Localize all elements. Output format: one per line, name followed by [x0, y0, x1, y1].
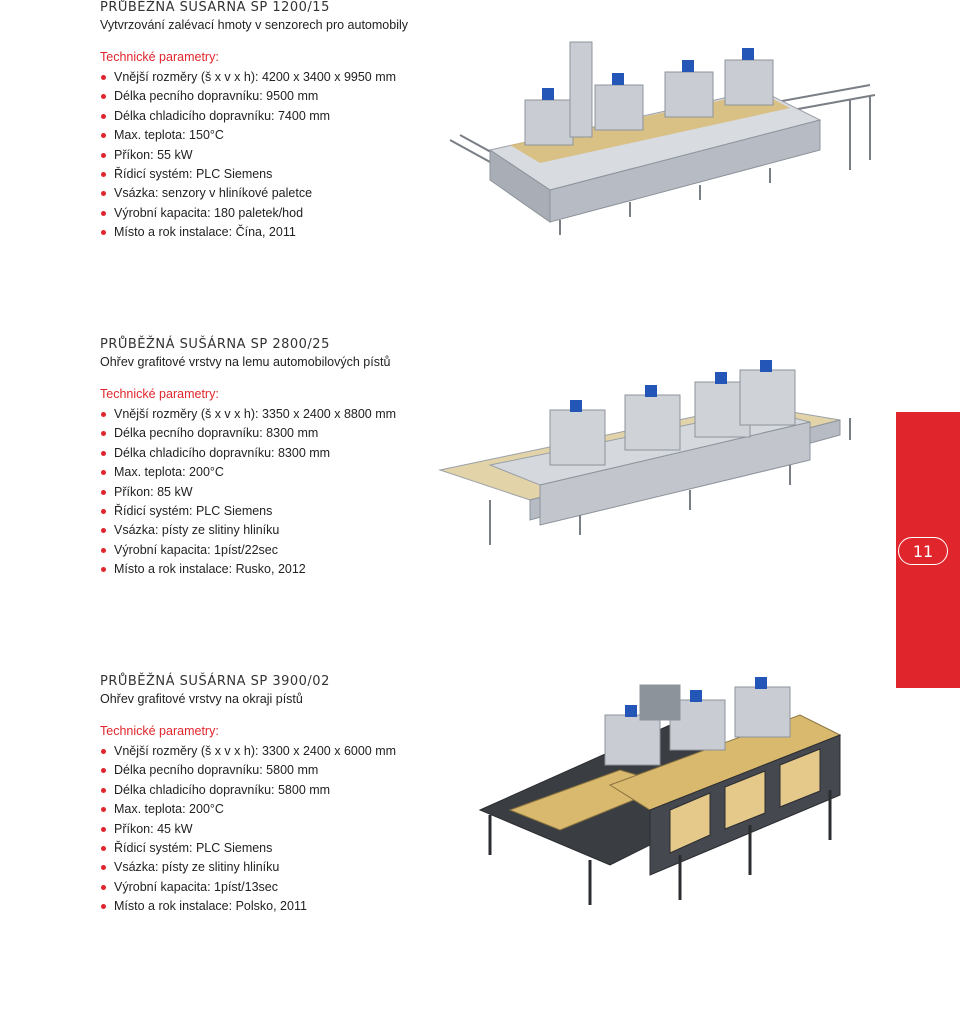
param-item: Vsázka: senzory v hliníkové paletce — [100, 184, 480, 203]
section-sp-3900-02 — [100, 674, 480, 917]
bullet-icon — [101, 807, 106, 812]
param-item: Délka chladicího dopravníku: 7400 mm — [100, 107, 480, 126]
param-item: Vsázka: písty ze slitiny hliníku — [100, 858, 480, 877]
param-item: Max. teplota: 200°C — [100, 800, 480, 819]
section-title: PRŮBĚŽNÁ SUŠÁRNA SP 2800/25 — [100, 337, 330, 352]
param-item: Řídicí systém: PLC Siemens — [100, 839, 480, 858]
section-sp-1200-15 — [100, 0, 480, 243]
dryer-sp-1200-15-illustration — [430, 30, 890, 250]
param-item: Délka chladicího dopravníku: 8300 mm — [100, 444, 480, 463]
param-item: Příkon: 85 kW — [100, 483, 480, 502]
params-heading: Technické parametry: — [100, 724, 219, 738]
param-item: Vsázka: písty ze slitiny hliníku — [100, 521, 480, 540]
bullet-icon — [101, 114, 106, 119]
bullet-icon — [101, 431, 106, 436]
param-item: Vnější rozměry (š x v x h): 4200 x 3400 x 9950 mm — [100, 68, 480, 87]
bullet-icon — [101, 865, 106, 870]
bullet-icon — [101, 528, 106, 533]
params-list — [100, 405, 480, 580]
bullet-icon — [101, 827, 106, 832]
param-item: Výrobní kapacita: 1píst/22sec — [100, 541, 480, 560]
param-item: Příkon: 55 kW — [100, 146, 480, 165]
bullet-icon — [101, 749, 106, 754]
param-item: Délka chladicího dopravníku: 5800 mm — [100, 781, 480, 800]
section-subtitle: Ohřev grafitové vrstvy na lemu automobilových pístů — [100, 355, 391, 369]
param-item: Místo a rok instalace: Polsko, 2011 — [100, 897, 480, 916]
section-subtitle: Vytvrzování zalévací hmoty v senzorech pro automobily — [100, 18, 409, 32]
param-item: Vnější rozměry (š x v x h): 3300 x 2400 x 6000 mm — [100, 742, 480, 761]
bullet-icon — [101, 885, 106, 890]
params-heading: Technické parametry: — [100, 387, 219, 401]
bullet-icon — [101, 768, 106, 773]
bullet-icon — [101, 788, 106, 793]
bullet-icon — [101, 230, 106, 235]
param-item: Řídicí systém: PLC Siemens — [100, 502, 480, 521]
bullet-icon — [101, 451, 106, 456]
bullet-icon — [101, 75, 106, 80]
param-item: Délka pecního dopravníku: 9500 mm — [100, 87, 480, 106]
dryer-sp-3900-02-illustration — [470, 675, 860, 910]
param-item: Místo a rok instalace: Čína, 2011 — [100, 223, 480, 242]
dryer-sp-2800-25-illustration — [430, 360, 870, 560]
params-list — [100, 68, 480, 243]
bullet-icon — [101, 904, 106, 909]
bullet-icon — [101, 509, 106, 514]
bullet-icon — [101, 153, 106, 158]
param-item: Max. teplota: 150°C — [100, 126, 480, 145]
bullet-icon — [101, 133, 106, 138]
param-item: Vnější rozměry (š x v x h): 3350 x 2400 x 8800 mm — [100, 405, 480, 424]
params-list — [100, 742, 480, 917]
bullet-icon — [101, 490, 106, 495]
param-item: Délka pecního dopravníku: 5800 mm — [100, 761, 480, 780]
param-item: Výrobní kapacita: 1píst/13sec — [100, 878, 480, 897]
params-heading: Technické parametry: — [100, 50, 219, 64]
bullet-icon — [101, 567, 106, 572]
param-item: Příkon: 45 kW — [100, 820, 480, 839]
bullet-icon — [101, 211, 106, 216]
param-item: Místo a rok instalace: Rusko, 2012 — [100, 560, 480, 579]
section-title: PRŮBĚŽNÁ SUŠÁRNA SP 3900/02 — [100, 674, 330, 689]
param-item: Řídicí systém: PLC Siemens — [100, 165, 480, 184]
bullet-icon — [101, 191, 106, 196]
bullet-icon — [101, 172, 106, 177]
param-item: Délka pecního dopravníku: 8300 mm — [100, 424, 480, 443]
section-sp-2800-25 — [100, 337, 480, 580]
bullet-icon — [101, 846, 106, 851]
bullet-icon — [101, 470, 106, 475]
bullet-icon — [101, 94, 106, 99]
param-item: Výrobní kapacita: 180 paletek/hod — [100, 204, 480, 223]
page-number: 11 — [898, 537, 948, 565]
bullet-icon — [101, 412, 106, 417]
param-item: Max. teplota: 200°C — [100, 463, 480, 482]
section-title: PRŮBĚŽNÁ SUŠÁRNA SP 1200/15 — [100, 0, 330, 15]
section-subtitle: Ohřev grafitové vrstvy na okraji pístů — [100, 692, 303, 706]
bullet-icon — [101, 548, 106, 553]
